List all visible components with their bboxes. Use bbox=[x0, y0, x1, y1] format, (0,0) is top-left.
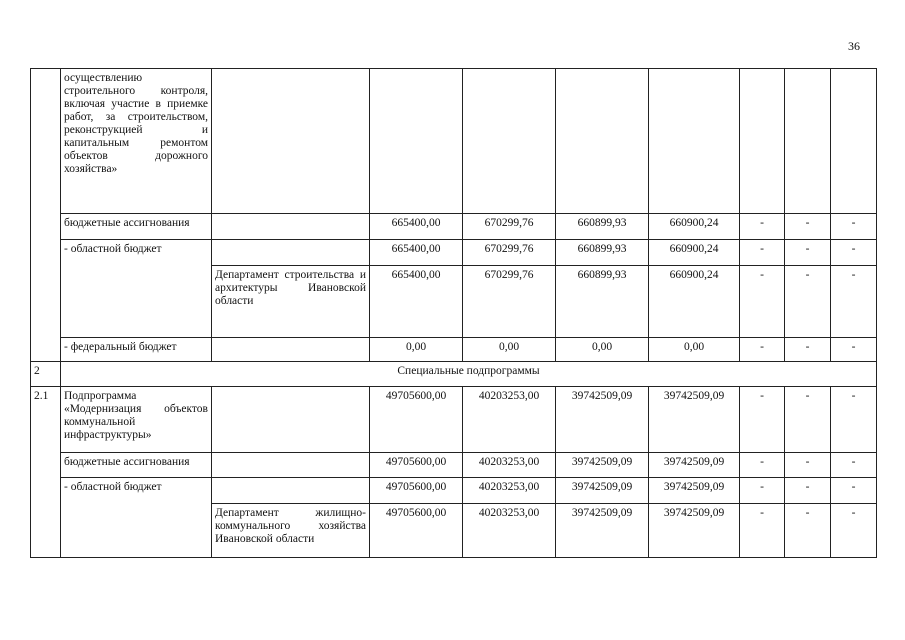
value-cell: 670299,76 bbox=[463, 240, 556, 266]
dash-cell: - bbox=[785, 338, 831, 362]
section-title: Специальные подпрограммы bbox=[61, 362, 877, 387]
item-name-cell: бюджетные ассигнования bbox=[61, 214, 212, 240]
value-cell: 0,00 bbox=[463, 338, 556, 362]
page-number: 36 bbox=[848, 39, 860, 53]
dash-cell: - bbox=[831, 338, 877, 362]
value-cell: 49705600,00 bbox=[370, 387, 463, 453]
row-number-cell: 2.1 bbox=[31, 387, 61, 558]
item-name-cell: - федеральный бюджет bbox=[61, 338, 212, 362]
dash-cell: - bbox=[831, 478, 877, 504]
table-row bbox=[31, 240, 877, 266]
executor-cell bbox=[212, 338, 370, 362]
dash-cell: - bbox=[740, 266, 785, 338]
dash-cell: - bbox=[740, 214, 785, 240]
dash-cell: - bbox=[740, 338, 785, 362]
executor-cell bbox=[212, 214, 370, 240]
value-cell: 39742509,09 bbox=[649, 453, 740, 478]
dash-cell: - bbox=[831, 504, 877, 558]
section-number-cell: 2 bbox=[31, 362, 61, 387]
table-row bbox=[31, 338, 877, 362]
dash-cell: - bbox=[740, 387, 785, 453]
dash-cell: - bbox=[785, 504, 831, 558]
dash-cell: - bbox=[785, 214, 831, 240]
value-cell: 39742509,09 bbox=[556, 504, 649, 558]
value-cell: 0,00 bbox=[370, 338, 463, 362]
value-cell: 39742509,09 bbox=[556, 453, 649, 478]
dash-cell: - bbox=[831, 214, 877, 240]
dash-cell: - bbox=[831, 240, 877, 266]
value-cell: 660900,24 bbox=[649, 266, 740, 338]
value-cell: 670299,76 bbox=[463, 266, 556, 338]
table-row bbox=[31, 387, 877, 453]
executor-cell bbox=[212, 478, 370, 504]
value-cell bbox=[463, 69, 556, 214]
table-row bbox=[31, 214, 877, 240]
budget-table bbox=[30, 68, 877, 558]
dash-cell bbox=[785, 69, 831, 214]
value-cell: 40203253,00 bbox=[463, 453, 556, 478]
value-cell: 39742509,09 bbox=[649, 387, 740, 453]
item-name-cell: осуществлению строительного контроля, включая участие в приемке работ, за строительством, реконструкцией и капитальным ремонтом объектов дорожного хозяйства» bbox=[61, 69, 212, 214]
value-cell: 49705600,00 bbox=[370, 453, 463, 478]
dash-cell bbox=[740, 69, 785, 214]
value-cell: 40203253,00 bbox=[463, 478, 556, 504]
value-cell: 0,00 bbox=[649, 338, 740, 362]
table-row bbox=[31, 478, 877, 504]
value-cell bbox=[370, 69, 463, 214]
value-cell: 49705600,00 bbox=[370, 478, 463, 504]
value-cell: 40203253,00 bbox=[463, 504, 556, 558]
value-cell: 665400,00 bbox=[370, 214, 463, 240]
value-cell: 665400,00 bbox=[370, 266, 463, 338]
item-name-cell: - областной бюджет bbox=[61, 478, 212, 558]
dash-cell: - bbox=[831, 453, 877, 478]
value-cell: 660900,24 bbox=[649, 240, 740, 266]
dash-cell: - bbox=[785, 478, 831, 504]
row-number-cell bbox=[31, 69, 61, 362]
dash-cell: - bbox=[785, 453, 831, 478]
item-name-cell: - областной бюджет bbox=[61, 240, 212, 338]
dash-cell: - bbox=[740, 240, 785, 266]
value-cell: 660899,93 bbox=[556, 266, 649, 338]
value-cell: 670299,76 bbox=[463, 214, 556, 240]
executor-cell bbox=[212, 240, 370, 266]
value-cell: 39742509,09 bbox=[556, 478, 649, 504]
executor-cell: Департамент строительства и архитектуры Ивановской области bbox=[212, 266, 370, 338]
value-cell bbox=[649, 69, 740, 214]
dash-cell: - bbox=[785, 387, 831, 453]
dash-cell: - bbox=[785, 240, 831, 266]
value-cell: 39742509,09 bbox=[649, 478, 740, 504]
value-cell: 0,00 bbox=[556, 338, 649, 362]
item-name-cell: бюджетные ассигнования bbox=[61, 453, 212, 478]
dash-cell: - bbox=[740, 478, 785, 504]
executor-cell bbox=[212, 453, 370, 478]
executor-cell bbox=[212, 387, 370, 453]
dash-cell: - bbox=[740, 504, 785, 558]
value-cell: 665400,00 bbox=[370, 240, 463, 266]
value-cell: 39742509,09 bbox=[649, 504, 740, 558]
value-cell: 39742509,09 bbox=[556, 387, 649, 453]
item-name-cell: Подпрограмма «Модернизация объектов коммунальной инфраструктуры» bbox=[61, 387, 212, 453]
value-cell: 660900,24 bbox=[649, 214, 740, 240]
dash-cell bbox=[831, 69, 877, 214]
section-row bbox=[31, 362, 877, 387]
value-cell: 40203253,00 bbox=[463, 387, 556, 453]
value-cell: 49705600,00 bbox=[370, 504, 463, 558]
executor-cell: Департамент жилищно-коммунального хозяйства Ивановской области bbox=[212, 504, 370, 558]
value-cell: 660899,93 bbox=[556, 240, 649, 266]
value-cell bbox=[556, 69, 649, 214]
value-cell: 660899,93 bbox=[556, 214, 649, 240]
table-row bbox=[31, 69, 877, 214]
dash-cell: - bbox=[831, 266, 877, 338]
dash-cell: - bbox=[785, 266, 831, 338]
table-row bbox=[31, 453, 877, 478]
executor-cell bbox=[212, 69, 370, 214]
dash-cell: - bbox=[740, 453, 785, 478]
dash-cell: - bbox=[831, 387, 877, 453]
